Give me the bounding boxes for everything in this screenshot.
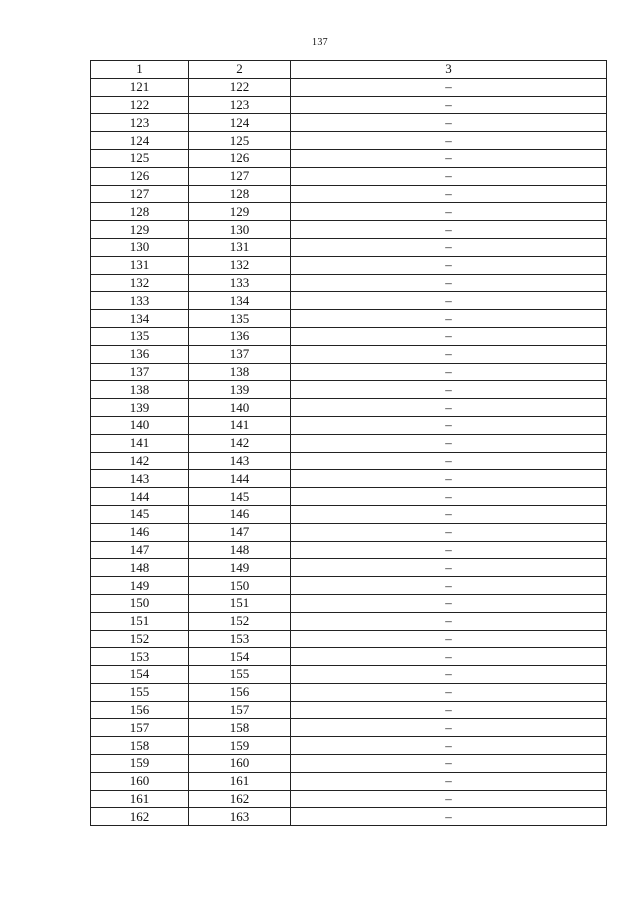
table-cell-col-3: –	[291, 612, 607, 630]
table-cell-col-3: –	[291, 310, 607, 328]
table-cell-col-2: 153	[189, 630, 291, 648]
table-cell-col-1: 149	[91, 577, 189, 595]
table-cell-col-2: 124	[189, 114, 291, 132]
table-cell-col-1: 129	[91, 221, 189, 239]
table-cell-col-3: –	[291, 594, 607, 612]
table-row	[91, 221, 607, 239]
table-cell-col-3: –	[291, 808, 607, 826]
table-cell-col-1: 142	[91, 452, 189, 470]
table-header	[91, 61, 607, 79]
table-cell-col-2: 152	[189, 612, 291, 630]
table-cell-col-1: 154	[91, 666, 189, 684]
table-cell-col-2: 143	[189, 452, 291, 470]
table-cell-col-1: 159	[91, 755, 189, 773]
table-cell-col-3: –	[291, 577, 607, 595]
table-cell-col-3: –	[291, 737, 607, 755]
table-cell-col-3: –	[291, 559, 607, 577]
table-row	[91, 381, 607, 399]
table-cell-col-3: –	[291, 772, 607, 790]
table-row	[91, 416, 607, 434]
table-cell-col-1: 162	[91, 808, 189, 826]
table-cell-col-3: –	[291, 345, 607, 363]
table-cell-col-2: 146	[189, 505, 291, 523]
table-row	[91, 772, 607, 790]
table-row	[91, 683, 607, 701]
table-row	[91, 256, 607, 274]
table-cell-col-1: 130	[91, 238, 189, 256]
table-row	[91, 149, 607, 167]
page-number: 137	[312, 37, 328, 48]
table-row	[91, 577, 607, 595]
table-cell-col-2: 140	[189, 399, 291, 417]
table-cell-col-2: 132	[189, 256, 291, 274]
table-row	[91, 559, 607, 577]
table-cell-col-1: 135	[91, 327, 189, 345]
table-row	[91, 719, 607, 737]
table-cell-col-3: –	[291, 541, 607, 559]
table-cell-col-1: 127	[91, 185, 189, 203]
table-cell-col-3: –	[291, 381, 607, 399]
table-row	[91, 452, 607, 470]
table-cell-col-1: 124	[91, 132, 189, 150]
table-cell-col-2: 139	[189, 381, 291, 399]
data-table	[90, 60, 607, 826]
table-cell-col-1: 148	[91, 559, 189, 577]
table-row	[91, 132, 607, 150]
table-cell-col-2: 157	[189, 701, 291, 719]
table-cell-col-3: –	[291, 719, 607, 737]
table-cell-col-2: 148	[189, 541, 291, 559]
header-cell-col-3: 3	[291, 61, 607, 79]
table-cell-col-2: 138	[189, 363, 291, 381]
table-cell-col-1: 160	[91, 772, 189, 790]
table-cell-col-3: –	[291, 203, 607, 221]
table-cell-col-3: –	[291, 683, 607, 701]
table-cell-col-1: 147	[91, 541, 189, 559]
table-row	[91, 755, 607, 773]
table-row	[91, 630, 607, 648]
table-cell-col-2: 150	[189, 577, 291, 595]
table-cell-col-2: 160	[189, 755, 291, 773]
table-cell-col-3: –	[291, 221, 607, 239]
table-row	[91, 523, 607, 541]
table-cell-col-2: 144	[189, 470, 291, 488]
table-cell-col-2: 131	[189, 238, 291, 256]
table-cell-col-3: –	[291, 327, 607, 345]
table-body	[91, 78, 607, 825]
table-cell-col-2: 125	[189, 132, 291, 150]
table-cell-col-3: –	[291, 416, 607, 434]
table-cell-col-1: 131	[91, 256, 189, 274]
table-cell-col-1: 123	[91, 114, 189, 132]
table-cell-col-3: –	[291, 790, 607, 808]
table-row	[91, 399, 607, 417]
table-cell-col-2: 136	[189, 327, 291, 345]
table-cell-col-1: 122	[91, 96, 189, 114]
table-cell-col-1: 138	[91, 381, 189, 399]
table-cell-col-1: 152	[91, 630, 189, 648]
table-row	[91, 737, 607, 755]
table-cell-col-2: 163	[189, 808, 291, 826]
table-cell-col-3: –	[291, 292, 607, 310]
table-row	[91, 185, 607, 203]
table-cell-col-3: –	[291, 114, 607, 132]
table-cell-col-2: 162	[189, 790, 291, 808]
table-row	[91, 310, 607, 328]
table-row	[91, 790, 607, 808]
table-row	[91, 701, 607, 719]
header-row	[91, 61, 607, 79]
table-cell-col-3: –	[291, 185, 607, 203]
table-cell-col-3: –	[291, 505, 607, 523]
table-row	[91, 648, 607, 666]
table-cell-col-1: 146	[91, 523, 189, 541]
table-row	[91, 114, 607, 132]
table-cell-col-3: –	[291, 363, 607, 381]
table-cell-col-3: –	[291, 630, 607, 648]
table-row	[91, 470, 607, 488]
table-row	[91, 238, 607, 256]
table-row	[91, 345, 607, 363]
table-cell-col-2: 126	[189, 149, 291, 167]
table-cell-col-3: –	[291, 701, 607, 719]
table-cell-col-1: 141	[91, 434, 189, 452]
table-cell-col-1: 126	[91, 167, 189, 185]
table-cell-col-1: 134	[91, 310, 189, 328]
table-cell-col-2: 159	[189, 737, 291, 755]
table-cell-col-2: 149	[189, 559, 291, 577]
table-row	[91, 78, 607, 96]
table-cell-col-3: –	[291, 523, 607, 541]
table-cell-col-1: 157	[91, 719, 189, 737]
table-row	[91, 666, 607, 684]
table-cell-col-3: –	[291, 149, 607, 167]
table-row	[91, 541, 607, 559]
table-cell-col-2: 127	[189, 167, 291, 185]
table-row	[91, 203, 607, 221]
table-cell-col-1: 132	[91, 274, 189, 292]
table-cell-col-3: –	[291, 755, 607, 773]
table-cell-col-2: 158	[189, 719, 291, 737]
table-cell-col-2: 151	[189, 594, 291, 612]
table-cell-col-3: –	[291, 238, 607, 256]
table-cell-col-1: 151	[91, 612, 189, 630]
table-cell-col-3: –	[291, 274, 607, 292]
table-row	[91, 505, 607, 523]
table-cell-col-3: –	[291, 132, 607, 150]
table-cell-col-2: 161	[189, 772, 291, 790]
table-cell-col-2: 154	[189, 648, 291, 666]
table-row	[91, 363, 607, 381]
table-row	[91, 488, 607, 506]
table-cell-col-3: –	[291, 167, 607, 185]
table-cell-col-2: 137	[189, 345, 291, 363]
table-row	[91, 434, 607, 452]
table-cell-col-1: 143	[91, 470, 189, 488]
table-cell-col-2: 155	[189, 666, 291, 684]
table-cell-col-1: 136	[91, 345, 189, 363]
table-cell-col-3: –	[291, 434, 607, 452]
table-cell-col-1: 144	[91, 488, 189, 506]
table-cell-col-2: 122	[189, 78, 291, 96]
table-cell-col-1: 121	[91, 78, 189, 96]
table-row	[91, 808, 607, 826]
table-cell-col-1: 125	[91, 149, 189, 167]
table-cell-col-1: 155	[91, 683, 189, 701]
table-cell-col-1: 161	[91, 790, 189, 808]
table-row	[91, 612, 607, 630]
table-cell-col-2: 130	[189, 221, 291, 239]
table-cell-col-1: 139	[91, 399, 189, 417]
table-cell-col-1: 156	[91, 701, 189, 719]
table-cell-col-2: 156	[189, 683, 291, 701]
table-cell-col-2: 134	[189, 292, 291, 310]
table-cell-col-3: –	[291, 488, 607, 506]
table-cell-col-3: –	[291, 96, 607, 114]
table-cell-col-1: 145	[91, 505, 189, 523]
table-row	[91, 327, 607, 345]
table-cell-col-3: –	[291, 470, 607, 488]
table-cell-col-2: 145	[189, 488, 291, 506]
table-cell-col-2: 142	[189, 434, 291, 452]
table-cell-col-2: 147	[189, 523, 291, 541]
table-cell-col-1: 133	[91, 292, 189, 310]
table-cell-col-1: 137	[91, 363, 189, 381]
table-cell-col-1: 140	[91, 416, 189, 434]
table-cell-col-3: –	[291, 666, 607, 684]
table-cell-col-1: 128	[91, 203, 189, 221]
table-row	[91, 96, 607, 114]
table-cell-col-2: 141	[189, 416, 291, 434]
table-cell-col-3: –	[291, 648, 607, 666]
table-cell-col-3: –	[291, 399, 607, 417]
table-cell-col-1: 150	[91, 594, 189, 612]
table-cell-col-2: 128	[189, 185, 291, 203]
header-cell-col-2: 2	[189, 61, 291, 79]
table-row	[91, 292, 607, 310]
table-cell-col-2: 135	[189, 310, 291, 328]
header-cell-col-1: 1	[91, 61, 189, 79]
table-cell-col-2: 129	[189, 203, 291, 221]
table-row	[91, 167, 607, 185]
table-cell-col-3: –	[291, 256, 607, 274]
table-cell-col-1: 153	[91, 648, 189, 666]
table-cell-col-1: 158	[91, 737, 189, 755]
table-row	[91, 594, 607, 612]
table-cell-col-2: 123	[189, 96, 291, 114]
table-cell-col-2: 133	[189, 274, 291, 292]
table-cell-col-3: –	[291, 452, 607, 470]
table-row	[91, 274, 607, 292]
table-cell-col-3: –	[291, 78, 607, 96]
